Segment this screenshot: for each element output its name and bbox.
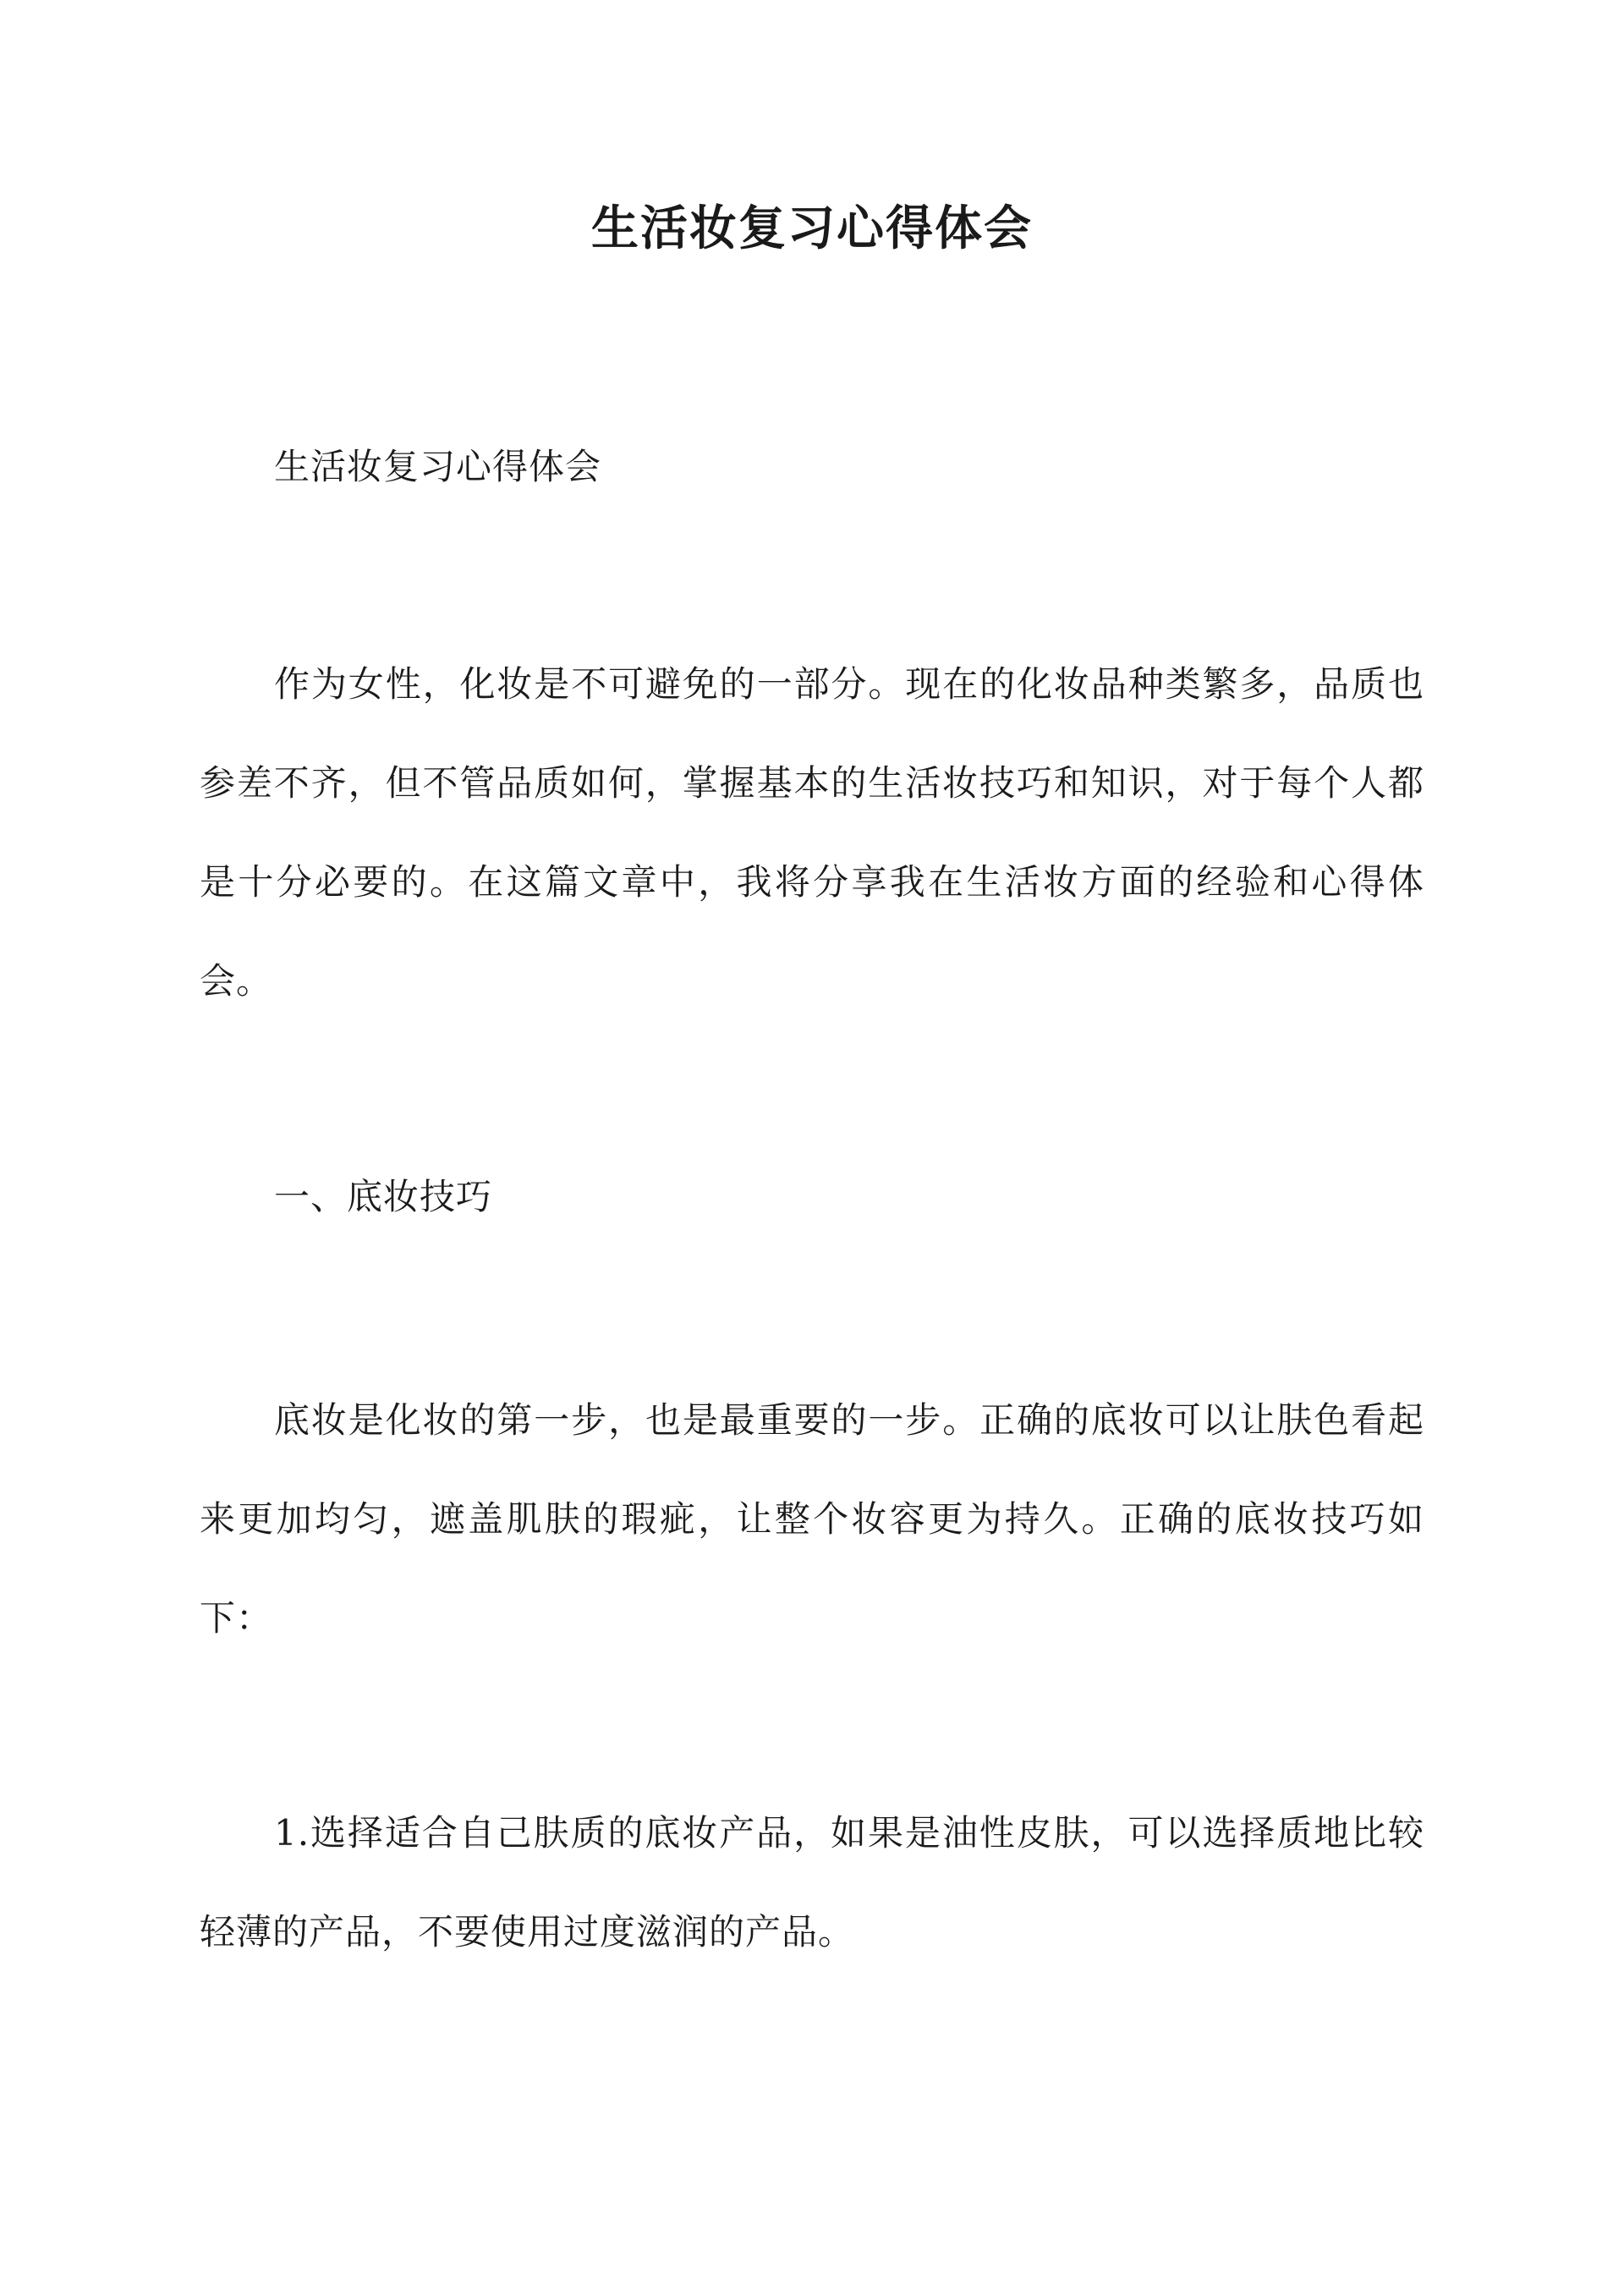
document-title: 生活妆复习心得体会 [591,200,1033,256]
foundation-tip-1: 1.选择适合自己肤质的底妆产品，如果是油性皮肤，可以选择质地比较轻薄的产品，不要使用过度滋润的产品。 [200,1812,1424,1953]
document-subtitle: 生活妆复习心得体会 [274,446,602,487]
section-heading-foundation: 一、底妆技巧 [274,1176,493,1217]
foundation-intro-paragraph: 底妆是化妆的第一步，也是最重要的一步。正确的底妆可以让肤色看起来更加均匀，遮盖肌肤的瑕疵，让整个妆容更为持久。正确的底妆技巧如下： [200,1399,1424,1639]
intro-paragraph: 作为女性，化妆是不可避免的一部分。现在的化妆品种类繁多，品质也参差不齐，但不管品质如何，掌握基本的生活妆技巧和知识，对于每个人都是十分必要的。在这篇文章中，我将分享我在生活妆方面的经验和心得体会。 [200,663,1424,1002]
